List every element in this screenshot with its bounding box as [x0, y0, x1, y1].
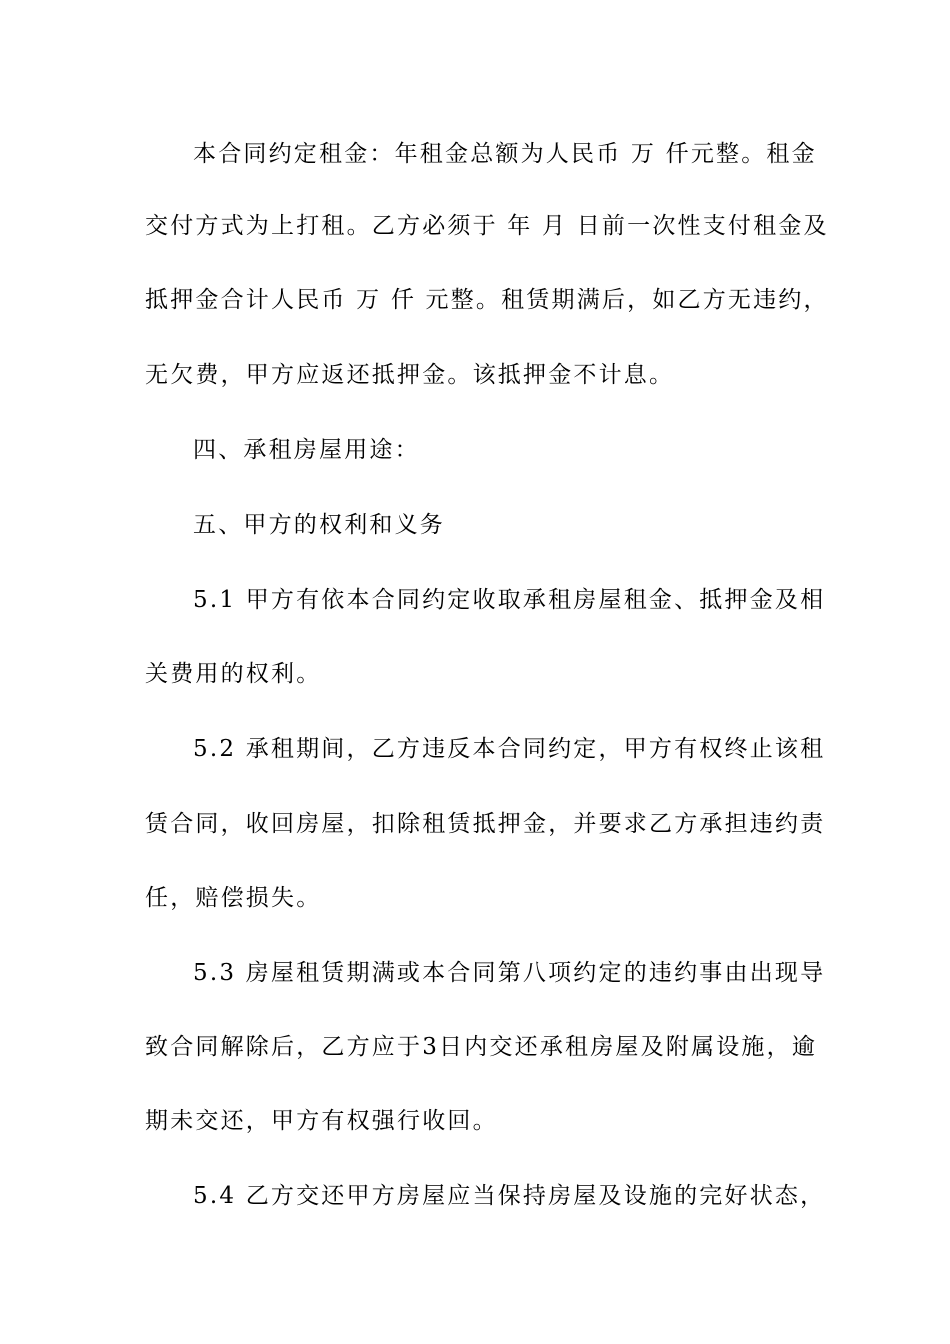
clause-5-2-line-3: 任，赔偿损失。 — [145, 885, 322, 911]
deposit-total-line: 抵押金合计人民币 万 仟 元整。租赁期满后，如乙方无违约， — [145, 287, 829, 313]
clause-5-1-line-1: 5.1 甲方有依本合同约定收取承租房屋租金、抵押金及相 — [193, 587, 826, 613]
clause-5-4-line-1: 5.4 乙方交还甲方房屋应当保持房屋及设施的完好状态， — [193, 1183, 826, 1209]
clause-5-2-line-2: 赁合同，收回房屋，扣除租赁抵押金，并要求乙方承担违约责 — [145, 811, 826, 837]
clause-5-2-line-1: 5.2 承租期间，乙方违反本合同约定，甲方有权终止该租 — [193, 736, 826, 762]
section-four-heading: 四、承租房屋用途： — [193, 437, 420, 463]
section-five-heading: 五、甲方的权利和义务 — [193, 512, 445, 538]
deposit-return-line: 无欠费，甲方应返还抵押金。该抵押金不计息。 — [145, 362, 675, 388]
clause-5-3-line-1: 5.3 房屋租赁期满或本合同第八项约定的违约事由出现导 — [193, 960, 826, 986]
clause-5-1-line-2: 关费用的权利。 — [145, 661, 322, 687]
payment-method-line: 交付方式为上打租。乙方必须于 年 月 日前一次性支付租金及 — [145, 213, 829, 239]
rent-amount-line: 本合同约定租金：年租金总额为人民币 万 仟元整。租金 — [193, 141, 817, 167]
clause-5-3-line-3: 期未交还，甲方有权强行收回。 — [145, 1108, 498, 1134]
clause-5-3-line-2: 致合同解除后，乙方应于3日内交还承租房屋及附属设施，逾 — [145, 1034, 818, 1060]
